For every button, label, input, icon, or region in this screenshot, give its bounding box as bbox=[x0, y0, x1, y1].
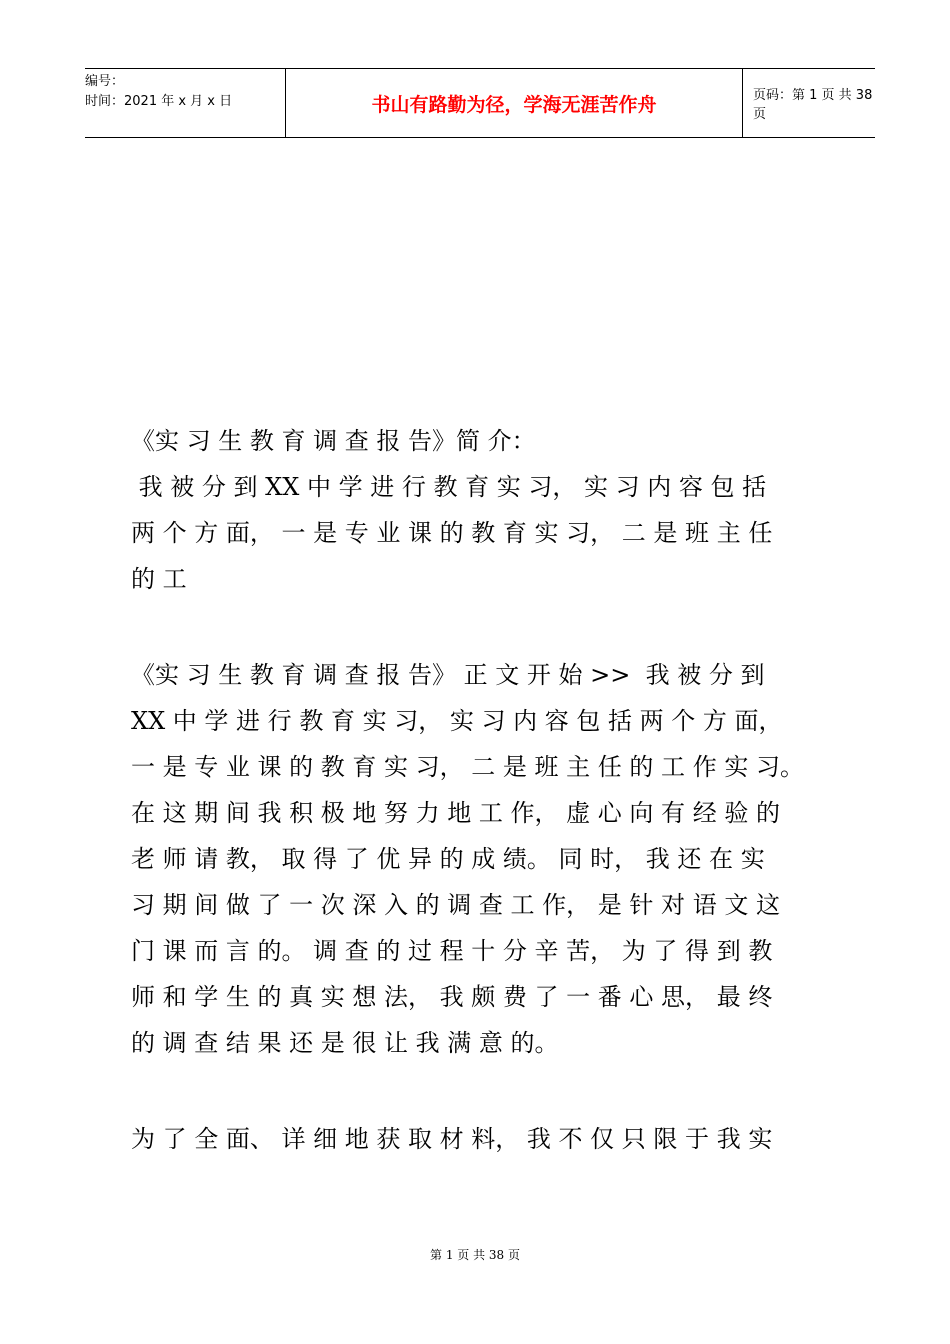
time-label: 时间：2021 年 x 月 x 日 bbox=[85, 94, 233, 109]
page-footer: 第 1 页 共 38 页 bbox=[430, 1248, 520, 1262]
body-line: 门 课 而 言 的。 调 查 的 过 程 十 分 辛 苦， 为 了 得 到 教 bbox=[131, 937, 773, 965]
body-line: 的 调 查 结 果 还 是 很 让 我 满 意 的。 bbox=[131, 1029, 559, 1057]
intro-line: 《实 习 生 教 育 调 查 报 告》简 介： bbox=[131, 427, 536, 455]
body-line: XX 中 学 进 行 教 育 实 习， 实 习 内 容 包 括 两 个 方 面， bbox=[131, 707, 783, 735]
body-line: 习 期 间 做 了 一 次 深 入 的 调 查 工 作， 是 针 对 语 文 这 bbox=[131, 891, 780, 919]
page-info: 页码：第 1 页 共 38 页 bbox=[753, 88, 873, 122]
header-page-cell bbox=[743, 69, 875, 137]
body-line: 《实 习 生 教 育 调 查 报 告》 正 文 开 始 >> 我 被 分 到 bbox=[131, 661, 765, 689]
header-motto-cell bbox=[285, 69, 743, 137]
intro-line: 两 个 方 面， 一 是 专 业 课 的 教 育 实 习， 二 是 班 主 任 bbox=[131, 519, 773, 547]
number-label: 编号： bbox=[85, 74, 125, 89]
intro-line: 我 被 分 到 XX 中 学 进 行 教 育 实 习， 实 习 内 容 包 括 bbox=[131, 473, 767, 501]
motto-text: 书山有路勤为径，学海无涯苦作舟 bbox=[371, 93, 657, 116]
tail-line: 为 了 全 面、 详 细 地 获 取 材 料， 我 不 仅 只 限 于 我 实 bbox=[131, 1125, 773, 1153]
body-line: 在 这 期 间 我 积 极 地 努 力 地 工 作， 虚 心 向 有 经 验 的 bbox=[131, 799, 780, 827]
body-line: 老 师 请 教， 取 得 了 优 异 的 成 绩。 同 时， 我 还 在 实 bbox=[131, 845, 765, 873]
body-line: 师 和 学 生 的 真 实 想 法， 我 颇 费 了 一 番 心 思， 最 终 bbox=[131, 983, 773, 1011]
tail-paragraph bbox=[131, 1116, 831, 1162]
document-header bbox=[85, 68, 875, 138]
header-meta bbox=[85, 69, 285, 137]
body-paragraph bbox=[131, 652, 831, 1066]
intro-paragraph bbox=[131, 418, 831, 602]
body-line: 一 是 专 业 课 的 教 育 实 习， 二 是 班 主 任 的 工 作 实 习。 bbox=[131, 753, 804, 781]
intro-line: 的 工 bbox=[131, 565, 187, 593]
